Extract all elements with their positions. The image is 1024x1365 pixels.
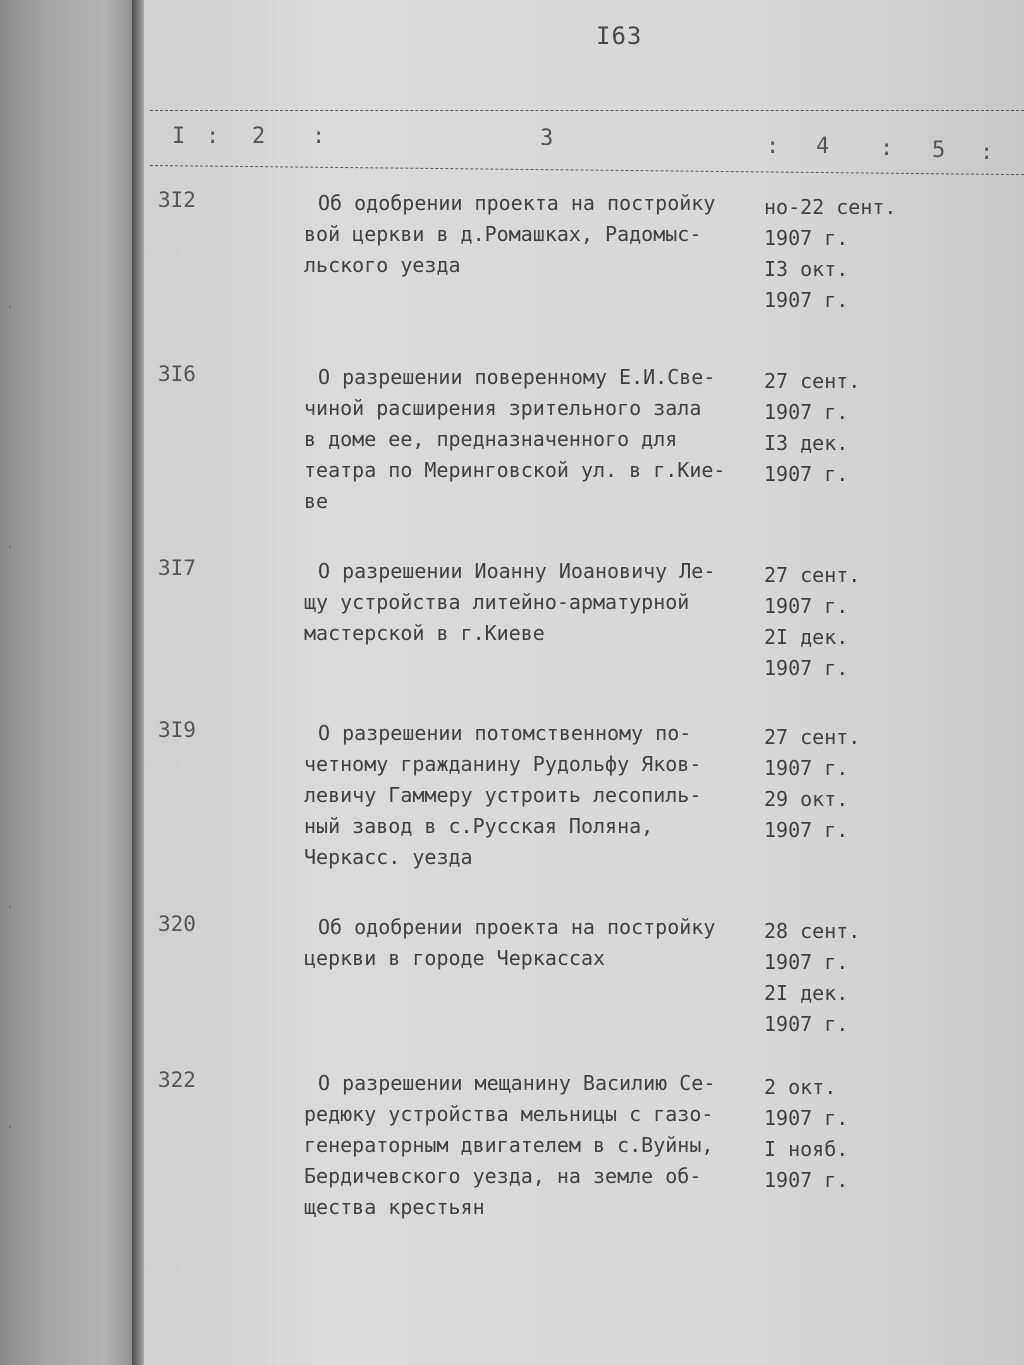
date-line: 27 сент. (764, 369, 861, 393)
description-line: щества крестьян (304, 1195, 485, 1219)
description-line: Об одобрении проекта на постройку (318, 191, 716, 215)
description-line: Об одобрении проекта на постройку (318, 915, 716, 939)
entry-number: 322 (158, 1068, 196, 1092)
date-line: 1907 г. (764, 1012, 849, 1036)
description-line: щу устройства литейно-арматурной (304, 590, 690, 614)
description-line: вой церкви в д.Ромашках, Радомыс- (304, 222, 702, 246)
date-line: 1907 г. (764, 1106, 849, 1130)
date-line: 1907 г. (764, 950, 849, 974)
date-line: 29 окт. (764, 787, 849, 811)
entry-dates (764, 916, 964, 1040)
column-separator: : (312, 124, 326, 149)
column-header-3: 3 (540, 126, 554, 151)
entry-number: 3I7 (158, 556, 196, 580)
date-line: 27 сент. (764, 725, 861, 749)
description-line: О разрешении Иоанну Иоановичу Ле- (318, 559, 716, 583)
date-line: 1907 г. (764, 288, 849, 312)
description-line: О разрешении мещанину Василию Се- (318, 1071, 716, 1095)
column-separator: : (880, 136, 894, 161)
description-line: генераторным двигателем в с.Вуйны, (304, 1133, 714, 1157)
date-line: 1907 г. (764, 656, 849, 680)
date-line: 1907 г. (764, 818, 849, 842)
description-line: театра по Меринговской ул. в г.Кие- (304, 458, 726, 482)
description-line: О разрешении поверенному Е.И.Све- (318, 365, 716, 389)
entry-dates (764, 366, 964, 490)
column-separator: : (980, 140, 994, 165)
description-line: четному гражданину Рудольфу Яков- (304, 752, 702, 776)
date-line: 1907 г. (764, 226, 849, 250)
description-line: мастерской в г.Киеве (304, 621, 545, 645)
date-line: 28 сент. (764, 919, 861, 943)
entry-number: 3I9 (158, 718, 196, 742)
date-line: 1907 г. (764, 594, 849, 618)
description-line: льского уезда (304, 253, 461, 277)
description-line: Черкасс. уезда (304, 845, 473, 869)
entry-description (304, 188, 774, 281)
date-line: 2 окт. (764, 1075, 837, 1099)
column-header-2: 2 (252, 124, 266, 149)
description-line: О разрешении потомственному по- (318, 721, 692, 745)
column-header-4: 4 (816, 134, 830, 159)
description-line: в доме ее, предназначенного для (304, 427, 678, 451)
facing-page-mark: · (6, 900, 15, 916)
header-rule-bottom (150, 165, 1024, 175)
entry-description (304, 1068, 774, 1223)
entry-dates (764, 722, 964, 846)
document-page (144, 0, 1024, 1365)
date-line: I нояб. (764, 1137, 849, 1161)
date-line: 1907 г. (764, 462, 849, 486)
date-line: 27 сент. (764, 563, 861, 587)
entry-description (304, 718, 774, 873)
entry-description (304, 362, 774, 517)
description-line: чиной расширения зрительного зала (304, 396, 702, 420)
facing-page (0, 0, 140, 1365)
column-separator: : (766, 134, 780, 159)
date-line: но-22 сент. (764, 195, 897, 219)
column-separator: : (206, 124, 220, 149)
entry-dates (764, 1072, 964, 1196)
description-line: ве (304, 489, 329, 513)
column-header-5: 5 (932, 138, 946, 163)
date-line: 1907 г. (764, 756, 849, 780)
date-line: 1907 г. (764, 400, 849, 424)
entry-number: 320 (158, 912, 196, 936)
date-line: I3 окт. (764, 257, 849, 281)
entry-number: 3I6 (158, 362, 196, 386)
date-line: 1907 г. (764, 1168, 849, 1192)
entry-dates (764, 192, 964, 316)
entry-number: 3I2 (158, 188, 196, 212)
description-line: левичу Гаммеру устроить лесопиль- (304, 783, 702, 807)
entry-description (304, 912, 774, 974)
date-line: I3 дек. (764, 431, 849, 455)
description-line: Бердичевского уезда, на земле об- (304, 1164, 702, 1188)
facing-page-mark: · (6, 300, 15, 316)
entry-description (304, 556, 774, 649)
description-line: редюку устройства мельницы с газо- (304, 1102, 714, 1126)
date-line: 2I дек. (764, 625, 849, 649)
entry-dates (764, 560, 964, 684)
column-header-1: I (172, 124, 186, 149)
facing-page-mark: · (6, 540, 15, 556)
description-line: церкви в городе Черкассах (304, 946, 606, 970)
description-line: ный завод в с.Русская Поляна, (304, 814, 654, 838)
facing-page-mark: · (6, 1120, 15, 1136)
date-line: 2I дек. (764, 981, 849, 1005)
page-number: I63 (596, 22, 643, 50)
header-rule-top (150, 110, 1024, 111)
